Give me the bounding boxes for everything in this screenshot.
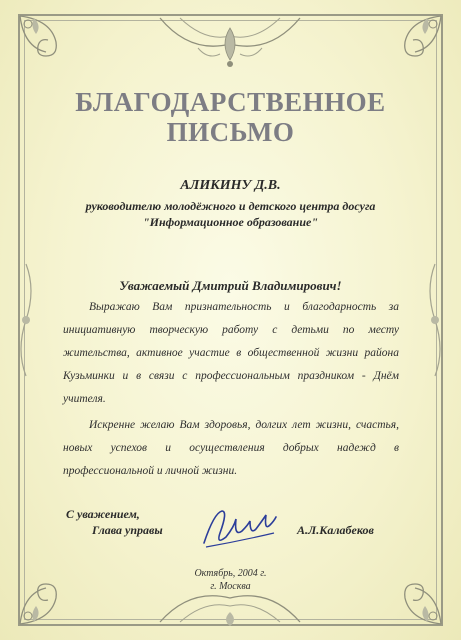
title-line-1: БЛАГОДАРСТВЕННОЕ (75, 87, 386, 117)
top-center-ornament (150, 14, 310, 72)
closing-title: Глава управы (92, 523, 163, 537)
body-paragraph-2: Искренне желаю Вам здоровья, долгих лет жизни, счастья, новых успехов и осуществления добрых надежд в профессиональной и личной жизни. (63, 419, 399, 477)
title-line-2: ПИСЬМО (166, 117, 295, 147)
closing-regards: С уважением, (66, 507, 140, 521)
body-paragraph-1: Выражаю Вам признательность и благодарность за инициативную творческую работу с детьми по месту жительства, активное участие в общественной жизни района Кузьминки и в связи с профессиональным праздником - Днём учителя. (63, 301, 399, 405)
salutation: Уважаемый Дмитрий Владимирович! (119, 278, 342, 293)
signer-name: А.Л.Калабеков (297, 523, 374, 537)
recipient-position-line-1: руководителю молодёжного и детского центра досуга (85, 199, 376, 213)
corner-ornament-top-right (375, 12, 445, 82)
recipient-position-line-2: "Информационное образование" (143, 215, 318, 229)
recipient-name: АЛИКИНУ Д.В. (180, 178, 281, 193)
letter-date: Октябрь, 2004 г. (194, 568, 267, 579)
letter-city: г. Москва (210, 581, 251, 592)
handwritten-signature (200, 503, 280, 556)
corner-ornament-top-left (16, 12, 86, 82)
